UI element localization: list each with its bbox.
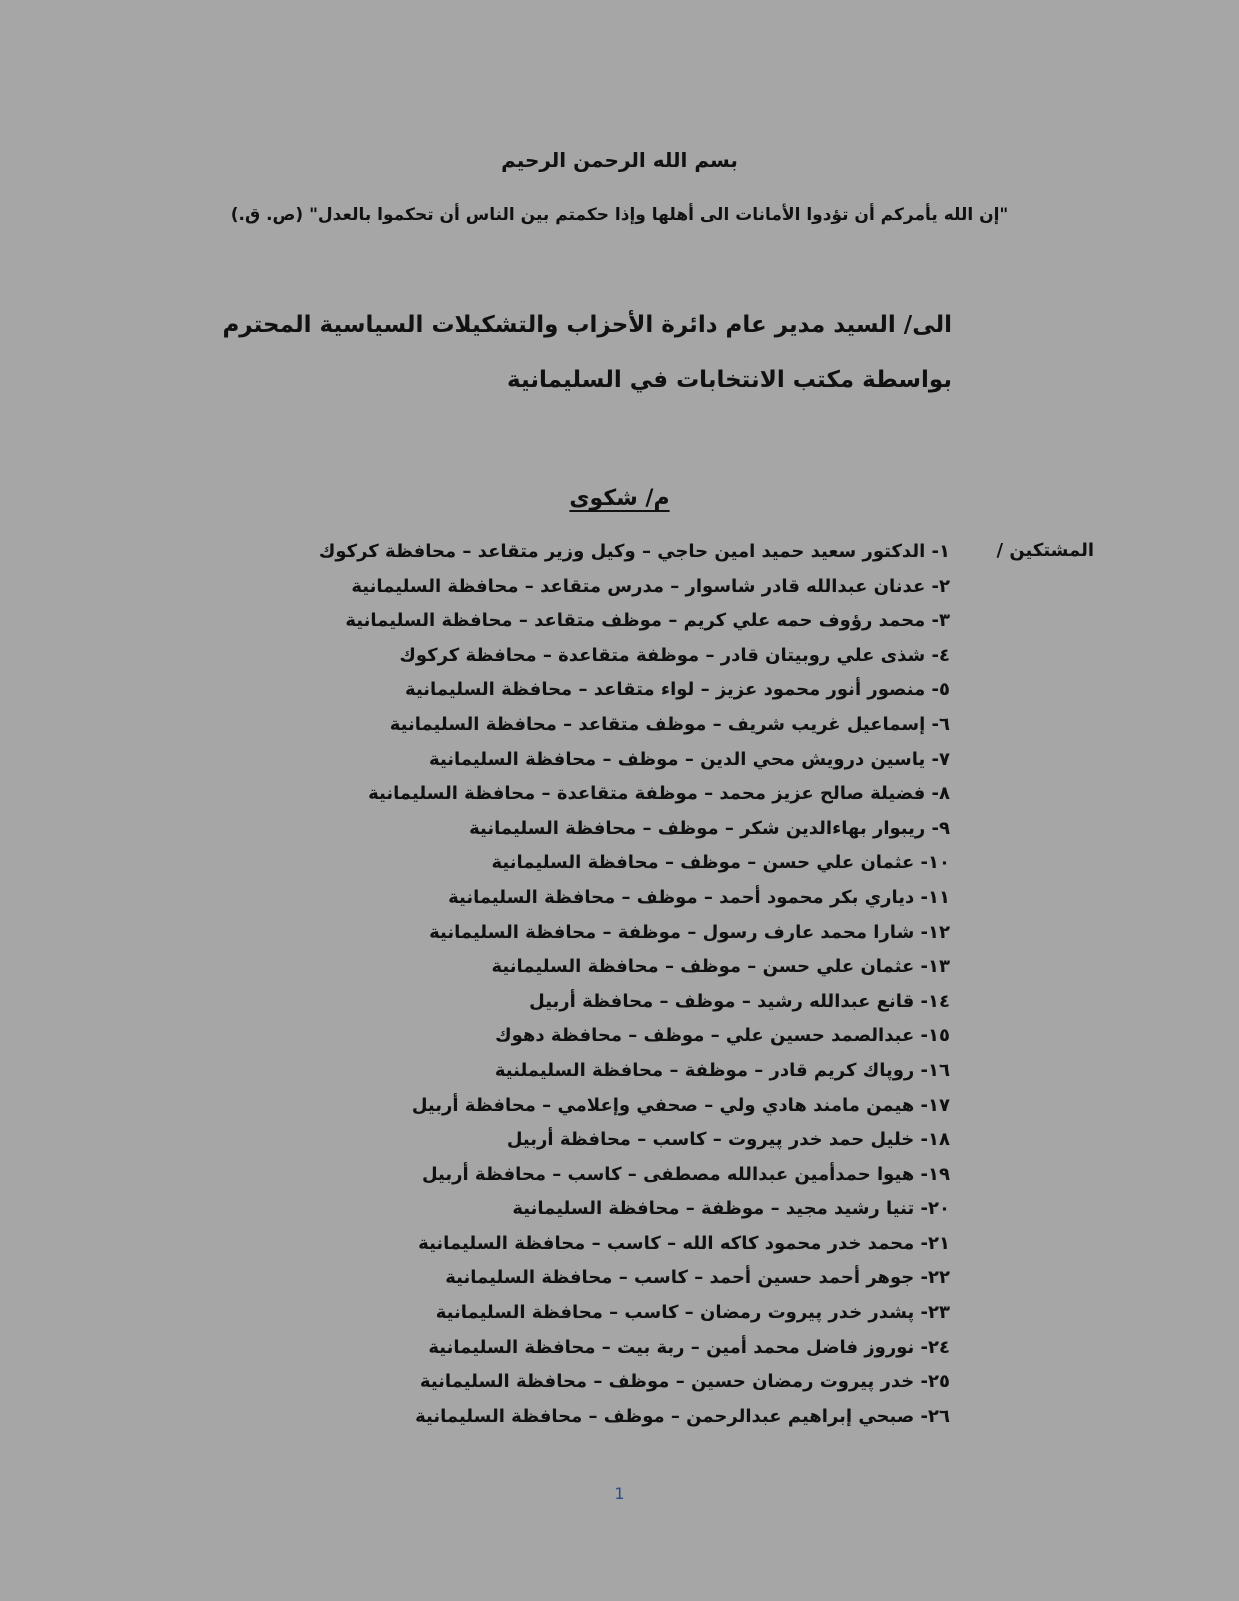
list-item: ١٢- شارا محمد عارف رسول – موظفة – محافظة السليمانية	[429, 921, 950, 943]
list-item: ١٤- قانع عبدالله رشيد – موظف – محافظة أربيل	[529, 990, 950, 1012]
list-item: ٢٢- جوهر أحمد حسين أحمد – كاسب – محافظة السليمانية	[445, 1267, 950, 1289]
list-item: ٢٦- صبحي إبراهيم عبدالرحمن – موظف – محافظة السليمانية	[415, 1405, 950, 1427]
list-item: ٥- منصور أنور محمود عزيز – لواء متقاعد – محافظة السليمانية	[405, 679, 950, 701]
list-item: ٢٤- نوروز فاضل محمد أمين – ربة بيت – محافظة السليمانية	[428, 1336, 950, 1358]
list-item: ٢- عدنان عبدالله قادر شاسوار – مدرس متقاعد – محافظة السليمانية	[351, 575, 950, 597]
list-item: ٢٠- تنيا رشيد مجيد – موظفة – محافظة السليمانية	[512, 1198, 950, 1220]
list-item: ١٣- عثمان علي حسن – موظف – محافظة السليمانية	[491, 956, 950, 978]
via-office-line: بواسطة مكتب الانتخابات في السليمانية	[507, 367, 952, 393]
complainants-label: المشتكين /	[996, 540, 1094, 561]
list-item: ١- الدكتور سعيد حميد امين حاجي – وكيل وزير متقاعد – محافظة كركوك	[318, 541, 950, 562]
complainants-list	[319, 535, 950, 1434]
list-item: ٧- ياسين درويش محي الدين – موظف – محافظة السليمانية	[429, 748, 950, 770]
list-item: ٣- محمد رؤوف حمه علي كريم – موظف متقاعد – محافظة السليمانية	[345, 610, 950, 632]
list-item: ١٠- عثمان علي حسن – موظف – محافظة السليمانية	[491, 852, 950, 874]
list-item: ١٥- عبدالصمد حسين علي – موظف – محافظة دهوك	[495, 1025, 950, 1047]
list-item: ١٩- هيوا حمدأمين عبدالله مصطفى – كاسب – محافظة أربيل	[421, 1163, 950, 1185]
list-item: ٢٣- پشدر خدر پيروت رمضان – كاسب – محافظة السليمانية	[435, 1302, 950, 1324]
list-item: ٨- فضيلة صالح عزيز محمد – موظفة متقاعدة – محافظة السليمانية	[368, 783, 950, 805]
subject-heading: م/ شكوى	[569, 486, 670, 511]
list-item: ١٦- روپاك كريم قادر – موظفة – محافظة السليملنية	[494, 1059, 950, 1081]
list-item: ٤- شذى علي روبيتان قادر – موظفة متقاعدة – محافظة كركوك	[399, 644, 950, 666]
page-number: 1	[614, 1484, 625, 1503]
basmala-heading: بسم الله الرحمن الرحيم	[501, 148, 738, 172]
list-item: ١٨- خليل حمد خدر پيروت – كاسب – محافظة أربيل	[506, 1129, 950, 1151]
quran-verse: "إن الله يأمركم أن تؤدوا الأمانات الى أهلها وإذا حكمتم بين الناس أن تحكموا بالعدل" (ص. ق.)	[230, 205, 1009, 225]
list-item: ٩- ريبوار بهاءالدين شكر – موظف – محافظة السليمانية	[469, 817, 950, 839]
list-item: ٦- إسماعيل غريب شريف – موظف متقاعد – محافظة السليمانية	[389, 713, 950, 735]
list-item: ١٧- هيمن مامند هادي ولي – صحفي وإعلامي – محافظة أربيل	[411, 1094, 950, 1116]
list-item: ٢٥- خدر پيروت رمضان حسين – موظف – محافظة السليمانية	[419, 1371, 950, 1393]
list-item: ١١- دياري بكر محمود أحمد – موظف – محافظة السليمانية	[448, 886, 950, 908]
addressee-line: الى/ السيد مدير عام دائرة الأحزاب والتشكيلات السياسية المحترم	[222, 312, 952, 338]
list-item: ٢١- محمد خدر محمود كاكه الله – كاسب – محافظة السليمانية	[418, 1232, 950, 1254]
